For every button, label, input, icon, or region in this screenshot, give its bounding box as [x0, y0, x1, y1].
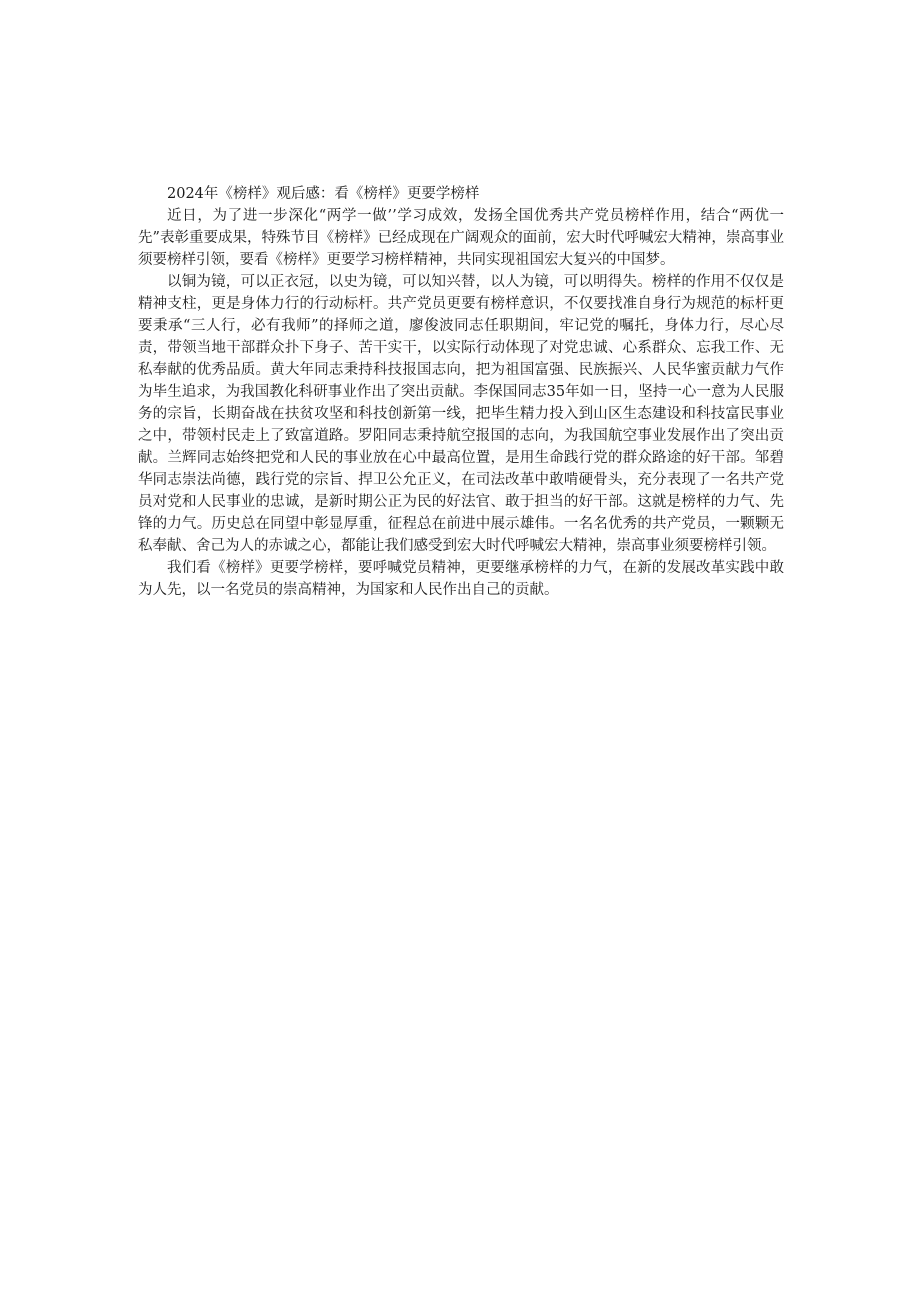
paragraph-role-models: 以铜为镜，可以正衣冠，以史为镜，可以知兴替，以人为镜，可以明得失。榜样的作用不仅仅是精神支柱，更是身体力行的行动标杆。共产党员更要有榜样意识，不仅要找准自身行为规范的标杆更要秉承“三人行，必有我师”的择师之道，廖俊波同志任职期间，牢记党的嘱托，身体力行，尽心尽责，带领当地干部群众扑下身子、苦干实干，以实际行动体现了对党忠诚、心系群众、忘我工作、无私奉献的优秀品质。黄大年同志秉持科技报国志向，把为祖国富强、民族振兴、人民华蜜贡献力气作为毕生追求，为我国教化科研事业作出了突出贡献。李保国同志35年如一日，坚持一心一意为人民服务的宗旨，长期奋战在扶贫攻坚和科技创新第一线，把毕生精力投入到山区生态建设和科技富民事业之中，带领村民走上了致富道路。罗阳同志秉持航空报国的志向，为我国航空事业发展作出了突出贡献。兰辉同志始终把党和人民的事业放在心中最高位置，是用生命践行党的群众路途的好干部。邹碧华同志崇法尚德，践行党的宗旨、捍卫公允正义，在司法改革中敢啃硬骨头，充分表现了一名共产党员对党和人民事业的忠诚，是新时期公正为民的好法官、敢于担当的好干部。这就是榜样的力气、先锋的力气。历史总在同望中彰显厚重，征程总在前进中展示雄伟。一名名优秀的共产党员，一颗颗无私奉献、舍己为人的赤诚之心，都能让我们感受到宏大时代呼喊宏大精神，崇高事业须要榜样引领。	[138, 274, 784, 554]
paragraph-conclusion: 我们看《榜样》更要学榜样，要呼喊党员精神，更要继承榜样的力气，在新的发展改革实践中敢为人先，以一名党员的崇高精神，为国家和人民作出自己的贡献。	[138, 560, 784, 598]
paragraph-intro: 近日，为了进一步深化“两学一做’’学习成效，发扬全国优秀共产党员榜样作用，结合“两优一先”表彰重要成果，特殊节目《榜样》已经成现在广阔观众的面前，宏大时代呼喊宏大精神，崇高事业须要榜样引领，要看《榜样》更要学习榜样精神，共同实现祖国宏大复兴的中国梦。	[138, 208, 784, 268]
document-title: 2024年《榜样》观后感：看《榜样》更要学榜样	[167, 186, 480, 202]
document-body	[138, 183, 784, 601]
